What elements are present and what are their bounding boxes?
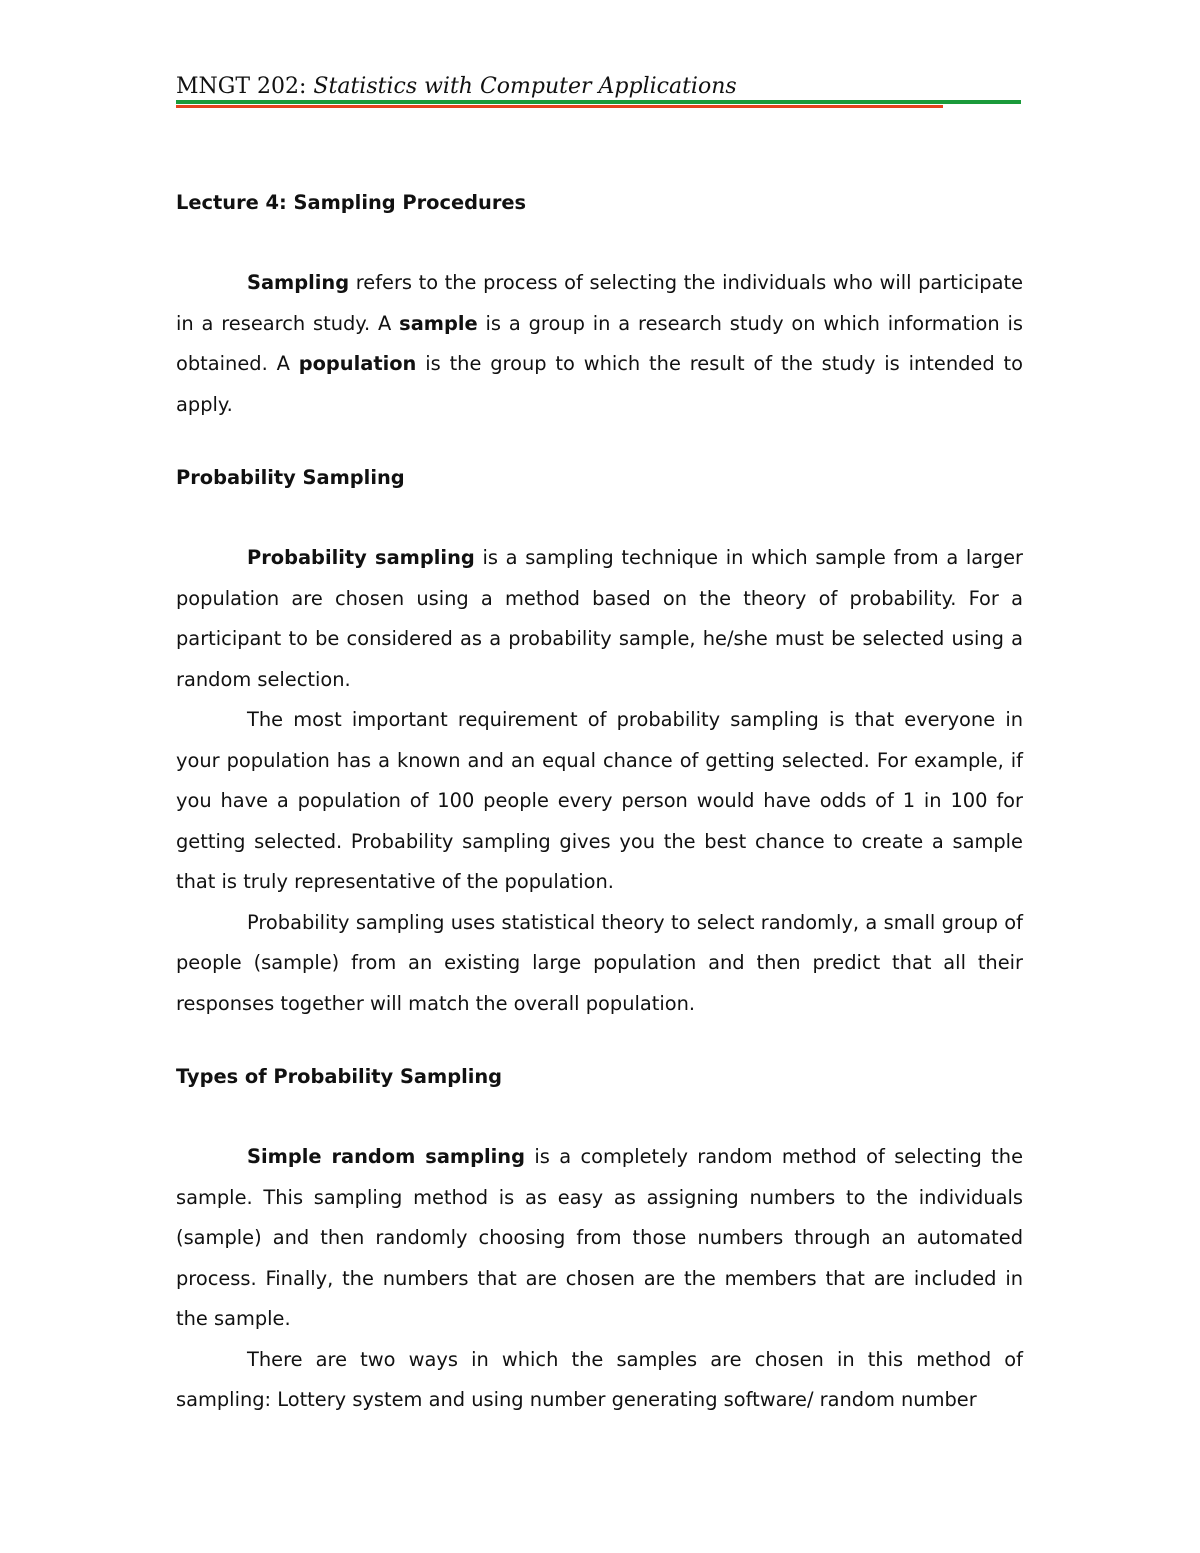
types-paragraph-2: There are two ways in which the samples are chosen in this method of sampling: Lottery system and using number generating software/ random number (176, 1347, 1023, 1411)
probability-paragraph-2: The most important requirement of probability sampling is that everyone in your population has a known and an equal chance of getting selected. For example, if you have a population of 100 people every person would have odds of 1 in 100 for getting selected. Probability sampling gives you the best chance to create a sample that is truly representative of the population. (176, 708, 1023, 893)
term-probability-sampling: Probability sampling (247, 546, 475, 569)
course-title: Statistics with Computer Applications (313, 74, 737, 99)
probability-paragraph-3: Probability sampling uses statistical theory to select randomly, a small group of people (sample) from an existing large population and then predict that all their responses together will match the overall population. (176, 910, 1023, 1015)
header-rule-green (176, 100, 1021, 104)
course-code: MNGT 202: (176, 74, 307, 99)
page-header (176, 72, 1026, 102)
intro-text-2: is a group in a research study on which information is obtained. A (176, 311, 1023, 375)
probability-sampling-heading: Probability Sampling (176, 466, 405, 489)
intro-paragraph (176, 263, 1023, 425)
term-population: population (298, 352, 417, 375)
probability-paragraph-1 (176, 538, 1023, 700)
term-sampling: Sampling (247, 271, 350, 294)
probability-text-1: is a sampling technique in which sample from a larger population are chosen using a method based on the theory of probability. For a participant to be considered as a probability sample, he/she must be selected using a random selection. (176, 546, 1023, 691)
types-text-1: is a completely random method of selecting the sample. This sampling method is as easy as assigning numbers to the individuals (sample) and then randomly choosing from those numbers through an automated process. Finally, the numbers that are chosen are the members that are included in the sample. (176, 1145, 1023, 1330)
intro-text-3: is the group to which the result of the study is intended to apply. (176, 352, 1023, 416)
types-paragraph-1 (176, 1137, 1023, 1340)
term-simple-random-sampling: Simple random sampling (247, 1145, 525, 1168)
term-sample: sample (399, 311, 478, 335)
types-heading: Types of Probability Sampling (176, 1065, 503, 1088)
lecture-heading: Lecture 4: Sampling Procedures (176, 191, 527, 214)
document-body (176, 188, 1023, 1421)
intro-text-1: refers to the process of selecting the individuals who will participate in a research study. A (176, 271, 1023, 335)
course-header (176, 72, 1026, 102)
header-rule-red (176, 105, 943, 108)
